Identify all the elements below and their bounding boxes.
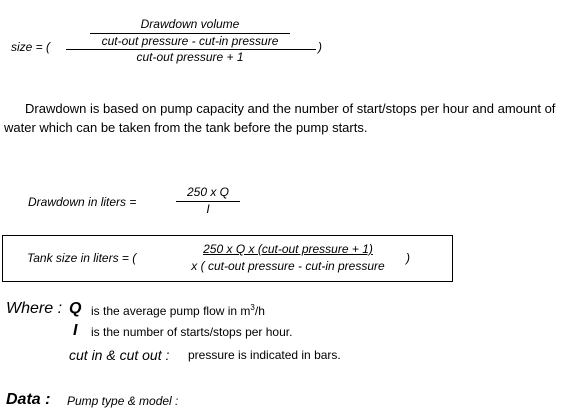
q-symbol: Q [69, 300, 82, 317]
drawdown-paragraph-line-1: Drawdown is based on pump capacity and the number of start/stops per hour and amount of [25, 101, 556, 116]
drawdown-paragraph-line-2: water which can be taken from the tank before the pump starts. [4, 120, 368, 135]
q-definition-unit: /h [254, 304, 265, 318]
size-formula-denominator: cut-out pressure + 1 [136, 50, 244, 64]
tank-size-formula-close-paren: ) [406, 251, 410, 265]
cut-in-cut-out-label: cut in & cut out : [69, 347, 170, 363]
drawdown-formula-denominator: I [206, 202, 210, 216]
i-definition: is the number of starts/stops per hour. [91, 325, 293, 339]
where-label: Where : [6, 300, 63, 317]
size-formula-close-paren: ) [318, 40, 322, 54]
size-formula-numerator-bottom: cut-out pressure - cut-in pressure [101, 34, 279, 48]
data-pump-type-label: Pump type & model : [67, 394, 179, 408]
data-label: Data : [6, 391, 51, 408]
q-definition-text: is the average pump flow in m [91, 304, 251, 318]
size-formula-lhs: size = ( [11, 40, 51, 54]
q-definition [91, 304, 265, 318]
drawdown-formula-lhs: Drawdown in liters = [28, 195, 137, 209]
drawdown-formula-numerator: 250 x Q [186, 185, 230, 199]
i-symbol: I [73, 322, 78, 339]
tank-size-formula-numerator: 250 x Q x (cut-out pressure + 1) [203, 242, 373, 256]
size-formula-numerator-top: Drawdown volume [140, 17, 240, 31]
cut-in-cut-out-definition: pressure is indicated in bars. [188, 348, 341, 362]
q-definition-superscript: 3 [250, 303, 255, 312]
tank-size-formula-denominator: x ( cut-out pressure - cut-in pressure [191, 259, 385, 273]
tank-size-formula-lhs: Tank size in liters = ( [27, 251, 137, 265]
